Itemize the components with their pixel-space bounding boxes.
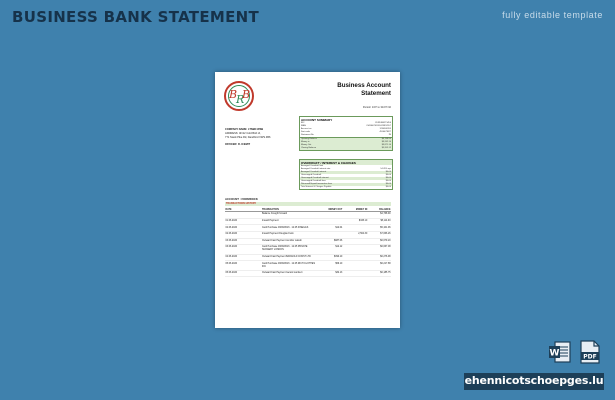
table-cell — [343, 225, 368, 232]
logo-letter: R — [236, 93, 245, 106]
table-cell: $6,276.98 — [368, 254, 391, 261]
logo-letter: B — [229, 88, 238, 101]
interest-row: Arranged Overdraft interest $0.00 — [301, 171, 391, 174]
address-line: ADDRESS: 4F/12 Cold Bird rd, — [225, 132, 261, 136]
table-cell: 02.06.2020 — [225, 231, 262, 238]
table-cell — [318, 212, 343, 219]
table-row — [225, 225, 391, 232]
brand-watermark — [464, 373, 604, 390]
col-header: TRANSACTION — [262, 208, 318, 212]
table-cell: $59.10 — [318, 261, 343, 271]
table-cell: 05.06.2020 — [225, 270, 262, 277]
table-cell: $32.13 — [318, 270, 343, 277]
document-title-line1: Business Account — [337, 82, 391, 89]
summary-total-row: Closing Balance $5,205.12 — [301, 147, 391, 150]
summary-row: Account no 1234568765 — [301, 128, 391, 131]
table-cell: $390.10 — [318, 254, 343, 261]
table-cell: Inward Payment Douglas Fudo — [262, 231, 318, 238]
table-cell: $345.10 — [343, 218, 368, 225]
officer-name: OFFICER: R. ICEMIT — [225, 143, 251, 147]
table-cell: 03.06.2020 — [225, 245, 262, 255]
table-cell: $6,667.08 — [368, 245, 391, 255]
table-cell: 02.06.2020 — [225, 225, 262, 232]
table-cell — [343, 270, 368, 277]
table-cell: Balance brought forward — [262, 212, 318, 219]
table-row — [225, 218, 391, 225]
file-format-icons — [549, 340, 605, 364]
interest-charges-box — [299, 159, 393, 190]
table-cell: 05.06.2020 — [225, 261, 262, 271]
transactions-table — [225, 208, 391, 277]
table-cell — [343, 245, 368, 255]
table-cell — [318, 231, 343, 238]
table-cell: Card Purchase 03/06/2016 · 12:45 RICH CLOTHES INC — [262, 261, 318, 271]
statement-period: Period: 1/07 to 31/07 N2 — [362, 106, 391, 109]
transactions-title: TRANSACTIONS HISTORY — [225, 202, 391, 206]
summary-total-row: Money Out $3,871.10 — [301, 144, 391, 147]
table-cell — [343, 212, 368, 219]
summary-row: BIC CDRDKERT3456 — [301, 122, 391, 125]
table-cell: $5,101.96 — [368, 225, 391, 232]
table-cell — [318, 218, 343, 225]
table-row — [225, 254, 391, 261]
table-cell: Card Purchase 03/06/2016 · 12:45 PRIVATE SURGERY LONDON — [262, 245, 318, 255]
account-summary-title: ACCOUNT SUMMARY — [300, 117, 392, 122]
table-cell: 01.06.2020 — [225, 218, 262, 225]
table-cell — [343, 238, 368, 245]
table-row — [225, 270, 391, 277]
table-cell: $6,217.88 — [368, 261, 391, 271]
table-row — [225, 231, 391, 238]
interest-row: Returned/Unpaid transaction fees $0.00 — [301, 183, 391, 186]
customer-address-block — [225, 128, 270, 147]
interest-charges-title: OVERDRAFT / INTEREST & CHARGES — [300, 160, 392, 165]
table-cell: $4,768.90 — [368, 212, 391, 219]
document-title — [337, 82, 391, 99]
account-label: ACCOUNT : FORMDOCK — [225, 197, 258, 201]
table-cell: 03.06.2020 — [225, 238, 262, 245]
table-row — [225, 245, 391, 255]
table-cell: Outward Fast Payment BARGOLD CONST LTD — [262, 254, 318, 261]
document-title-line2: Statement — [361, 90, 391, 98]
interest-row: Unarranged Overdraft $0.00 — [301, 174, 391, 177]
pdf-file-icon[interactable] — [579, 340, 601, 364]
summary-row: Sort code 4556473827 — [301, 131, 391, 134]
table-cell — [343, 261, 368, 271]
table-cell: $6,679.20 — [368, 238, 391, 245]
table-cell: Inward Payment — [262, 218, 318, 225]
table-cell: 04.06.2020 — [225, 254, 262, 261]
table-cell: Outward Fast Payment Gerard Lambert — [262, 270, 318, 277]
page-subheading: fully editable template — [502, 10, 603, 20]
company-name: COMPANY NAME: LTSBN WSB — [225, 128, 264, 131]
address-line: 771 Stack Pike Rd, Dandford VWS 4B6 — [225, 136, 271, 140]
table-cell: Card Purchase 03/06/2016 · 12:45 FINEGGS — [262, 225, 318, 232]
table-cell: $7,666.26 — [368, 231, 391, 238]
summary-row: Statement No 7B — [301, 134, 391, 137]
word-icon-label: W — [549, 348, 560, 359]
brand-text: ehennicotschoepges.lu — [464, 374, 604, 387]
table-cell: 2,564.30 — [343, 231, 368, 238]
col-header: MONEY OUT — [318, 208, 343, 212]
table-row — [225, 261, 391, 271]
pdf-icon-label: PDF — [583, 353, 597, 361]
bank-logo — [224, 81, 254, 111]
table-cell — [343, 254, 368, 261]
interest-row: Arranged Overdraft interest rate 14.45% apr — [301, 168, 391, 171]
interest-row: Total Interest & Charges Payable $0.00 — [301, 186, 391, 189]
table-row — [225, 212, 391, 219]
table-cell: $6,185.75 — [368, 270, 391, 277]
summary-total-row: Money in $3,262.14 — [301, 141, 391, 144]
interest-row: Unarranged Overdraft fees $0.00 — [301, 180, 391, 183]
col-header: DATE — [225, 208, 262, 212]
table-row — [225, 238, 391, 245]
page-heading: BUSINESS BANK STATEMENT — [12, 8, 260, 26]
col-header: MONEY IN — [343, 208, 368, 212]
word-file-icon[interactable] — [549, 340, 571, 364]
table-cell: Outward Fast Payment Jennifer Latsdn — [262, 238, 318, 245]
logo-letter: B — [242, 88, 251, 101]
table-cell — [225, 212, 262, 219]
summary-total-row: Opening Balance $4,768.90 — [301, 138, 391, 141]
table-cell: $12.12 — [318, 245, 343, 255]
table-cell: $987.06 — [318, 238, 343, 245]
interest-row: Unarranged Overdraft interest $0.00 — [301, 177, 391, 180]
account-summary-box — [299, 116, 393, 151]
statement-document — [215, 72, 400, 328]
table-cell: $12.04 — [318, 225, 343, 232]
summary-row: IBAN CH9300762011623852957 — [301, 125, 391, 128]
table-cell: $5,114.00 — [368, 218, 391, 225]
col-header: BALANCE — [368, 208, 391, 212]
interest-row: Arranged Overdraft limit — [301, 165, 324, 168]
